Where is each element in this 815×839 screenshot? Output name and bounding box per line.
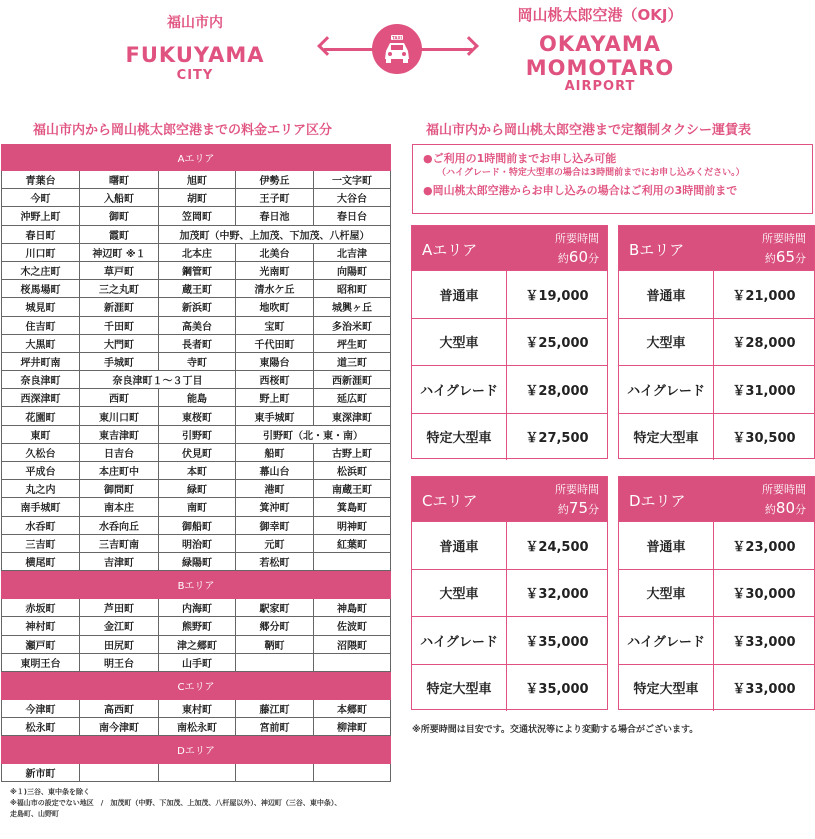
vehicle-type: 普通車: [619, 271, 714, 318]
town-cell: 東深津町: [314, 407, 391, 425]
town-cell: 霞町: [80, 225, 159, 243]
booking-info-1-sub: （ハイグレード・特定大型車の場合は3時間前までにお申し込みください。）: [437, 168, 745, 178]
town-cell: 千田町: [80, 316, 159, 334]
fare-card: [411, 225, 608, 459]
town-cell: 三之丸町: [80, 280, 159, 298]
area-table: [1, 144, 391, 782]
fare-row: [412, 413, 607, 461]
area-header: Aエリア: [2, 145, 391, 171]
town-cell: 駅家町: [236, 599, 314, 617]
fare-card-header: [619, 226, 814, 270]
fare-card: [618, 476, 815, 710]
town-cell: 赤坂町: [2, 599, 80, 617]
arrow-left-icon: [317, 36, 337, 56]
town-cell: 青葉台: [2, 171, 80, 189]
town-cell: 南手城町: [2, 498, 80, 516]
fare-area-name: Aエリア: [422, 241, 478, 259]
vehicle-type: 特定大型車: [619, 414, 714, 461]
area-header: Cエリア: [2, 671, 391, 699]
fare-row: [619, 521, 814, 569]
town-cell: 宮前町: [236, 718, 314, 736]
booking-info-1: ●ご利用の1時間前までお申し込み可能: [423, 152, 617, 165]
table-row: [2, 261, 391, 279]
fare-area-name: Dエリア: [629, 492, 686, 510]
town-cell: [314, 764, 391, 782]
town-cell: 本郷町: [314, 699, 391, 717]
town-cell: 寺町: [159, 352, 236, 370]
footnote: ※福山市の設定でない地区 / 加茂町（中野、下加茂、上加茂、八杆屋以外）、神辺町（三谷、東中条）、: [10, 799, 342, 807]
vehicle-type: ハイグレード: [412, 617, 507, 664]
table-row: [2, 635, 391, 653]
town-cell: 郷分町: [236, 617, 314, 635]
town-cell: 延広町: [314, 389, 391, 407]
town-cell: 引野町: [159, 425, 236, 443]
fare-row: [619, 664, 814, 712]
fare-row: [619, 318, 814, 366]
town-cell: 野上町: [236, 389, 314, 407]
vehicle-type: 特定大型車: [619, 665, 714, 712]
town-cell: 東陽台: [236, 352, 314, 370]
town-cell: 曙町: [80, 171, 159, 189]
town-cell: 坪生町: [314, 334, 391, 352]
town-cell: 春日池: [236, 207, 314, 225]
fare-price: ￥30,500: [732, 431, 796, 447]
travel-time-label: 所要時間: [555, 232, 599, 245]
fare-price: ￥28,000: [732, 336, 796, 352]
town-cell: 南今津町: [80, 718, 159, 736]
fare-price: ￥23,000: [732, 539, 796, 555]
fare-area-name: Cエリア: [422, 492, 478, 510]
destination-en-1: OKAYAMA: [539, 32, 661, 56]
table-row: [2, 764, 391, 782]
town-cell: [314, 552, 391, 570]
town-cell: 東川口町: [80, 407, 159, 425]
fare-price: ￥21,000: [732, 288, 796, 304]
town-cell: 坪井町南: [2, 352, 80, 370]
travel-time-value: [765, 499, 806, 517]
town-cell: 長者町: [159, 334, 236, 352]
town-cell: 北吉津: [314, 243, 391, 261]
fare-price: ￥35,000: [525, 634, 589, 650]
table-row: [2, 352, 391, 370]
town-cell: 三吉町南: [80, 534, 159, 552]
vehicle-type: 普通車: [619, 522, 714, 569]
town-cell: 手城町: [80, 352, 159, 370]
town-cell: 新浜町: [159, 298, 236, 316]
town-cell: 久松台: [2, 443, 80, 461]
fare-row: [619, 616, 814, 664]
town-cell: 古野上町: [314, 443, 391, 461]
town-cell: 東町: [2, 425, 80, 443]
town-cell: 松浜町: [314, 462, 391, 480]
town-cell: [236, 653, 314, 671]
town-cell: 田尻町: [80, 635, 159, 653]
fare-price: ￥25,000: [525, 336, 589, 352]
area-header: Bエリア: [2, 571, 391, 599]
town-cell: 道三町: [314, 352, 391, 370]
town-cell: 沼隈町: [314, 635, 391, 653]
travel-time-value: [765, 248, 806, 266]
town-cell: 蔵王町: [159, 280, 236, 298]
fare-row: [619, 569, 814, 617]
town-cell: 今町: [2, 189, 80, 207]
town-cell: [314, 653, 391, 671]
table-row: [2, 316, 391, 334]
town-cell: 港町: [236, 480, 314, 498]
town-cell: 花園町: [2, 407, 80, 425]
town-cell: 船町: [236, 443, 314, 461]
travel-time-unit: 分: [588, 252, 599, 265]
origin-en-1: FUKUYAMA: [125, 43, 265, 67]
table-row: [2, 534, 391, 552]
booking-info-box: [412, 144, 813, 214]
fare-row: [619, 270, 814, 318]
travel-time-minutes: 60: [568, 248, 588, 266]
fare-price: ￥28,000: [525, 383, 589, 399]
origin-en-2: CITY: [176, 68, 214, 83]
town-cell: 山手町: [159, 653, 236, 671]
travel-time-minutes: 75: [568, 499, 588, 517]
town-cell: 春日台: [314, 207, 391, 225]
travel-time-unit: 分: [795, 503, 806, 516]
travel-time-prefix: 約: [557, 503, 569, 516]
town-cell: [159, 764, 236, 782]
town-cell: 若松町: [236, 552, 314, 570]
table-row: [2, 653, 391, 671]
town-cell: 御問町: [80, 480, 159, 498]
town-cell: 三吉町: [2, 534, 80, 552]
vehicle-type: ハイグレード: [412, 366, 507, 413]
fare-price: ￥27,500: [525, 431, 589, 447]
fare-card-header: [412, 477, 607, 521]
town-cell: 伏見町: [159, 443, 236, 461]
town-cell: 日吉台: [80, 443, 159, 461]
town-cell: 旭町: [159, 171, 236, 189]
town-cell: 沖野上町: [2, 207, 80, 225]
vehicle-type: 普通車: [412, 522, 507, 569]
town-cell: 城興ヶ丘: [314, 298, 391, 316]
fare-row: [412, 270, 607, 318]
fare-price: ￥30,000: [732, 587, 796, 603]
travel-time-unit: 分: [588, 503, 599, 516]
town-cell: 西新涯町: [314, 371, 391, 389]
town-cell: 御幸町: [236, 516, 314, 534]
arrow-right-icon: [459, 36, 479, 56]
town-cell: 本庄町中: [80, 462, 159, 480]
town-cell: 鞆町: [236, 635, 314, 653]
area-header-row: [2, 671, 391, 699]
town-cell: 神村町: [2, 617, 80, 635]
town-cell: 東村町: [159, 699, 236, 717]
town-cell: 明神町: [314, 516, 391, 534]
travel-time-value: [558, 499, 599, 517]
destination-en-3: AIRPORT: [564, 79, 636, 94]
vehicle-type: 大型車: [619, 319, 714, 366]
travel-time-minutes: 80: [775, 499, 795, 517]
town-cell: 大黒町: [2, 334, 80, 352]
travel-time-label: 所要時間: [762, 483, 806, 496]
town-cell: 木之庄町: [2, 261, 80, 279]
fare-row: [412, 664, 607, 712]
town-cell: 昭和町: [314, 280, 391, 298]
town-cell: 緑町: [159, 480, 236, 498]
vehicle-type: 大型車: [412, 570, 507, 617]
origin-jp: 福山市内: [167, 15, 223, 31]
travel-time-prefix: 約: [557, 252, 569, 265]
area-header-row: [2, 571, 391, 599]
town-cell: 西桜町: [236, 371, 314, 389]
table-row: [2, 243, 391, 261]
town-cell: 東明王台: [2, 653, 80, 671]
town-cell: 入船町: [80, 189, 159, 207]
town-cell: 佐波町: [314, 617, 391, 635]
town-cell: 水呑向丘: [80, 516, 159, 534]
footnote: 走島町、山野町: [10, 810, 59, 818]
fare-price: ￥24,500: [525, 539, 589, 555]
town-cell: 平成台: [2, 462, 80, 480]
town-cell: 高西町: [80, 699, 159, 717]
town-cell: 水呑町: [2, 516, 80, 534]
town-cell: 明治町: [159, 534, 236, 552]
area-table-title: 福山市内から岡山桃太郎空港までの料金エリア区分: [33, 123, 333, 138]
vehicle-type: 特定大型車: [412, 665, 507, 712]
vehicle-type: 特定大型車: [412, 414, 507, 461]
town-cell: 西町: [80, 389, 159, 407]
town-cell: 一文字町: [314, 171, 391, 189]
town-cell: 丸之内: [2, 480, 80, 498]
table-row: [2, 171, 391, 189]
town-cell: 宝町: [236, 316, 314, 334]
town-cell: 神辺町 ※１: [80, 243, 159, 261]
town-cell: 向陽町: [314, 261, 391, 279]
town-cell: 柳津町: [314, 718, 391, 736]
town-cell: 千代田町: [236, 334, 314, 352]
town-cell: 西深津町: [2, 389, 80, 407]
town-cell: 御船町: [159, 516, 236, 534]
travel-time-prefix: 約: [764, 252, 776, 265]
fare-row: [412, 365, 607, 413]
town-cell: 鋼管町: [159, 261, 236, 279]
town-cell: 引野町（北・東・南）: [236, 425, 391, 443]
fare-row: [412, 616, 607, 664]
town-cell: 紅葉町: [314, 534, 391, 552]
town-cell: [236, 764, 314, 782]
fare-row: [412, 569, 607, 617]
town-cell: 大谷台: [314, 189, 391, 207]
town-cell: 緑陽町: [159, 552, 236, 570]
table-row: [2, 280, 391, 298]
town-cell: 草戸町: [80, 261, 159, 279]
town-cell: 東桜町: [159, 407, 236, 425]
fare-price: ￥33,000: [732, 682, 796, 698]
table-row: [2, 498, 391, 516]
vehicle-type: ハイグレード: [619, 617, 714, 664]
fare-card: [411, 476, 608, 710]
travel-time-minutes: 65: [775, 248, 795, 266]
taxi-icon: [372, 24, 422, 74]
table-row: [2, 207, 391, 225]
table-row: [2, 189, 391, 207]
table-row: [2, 462, 391, 480]
fare-row: [619, 365, 814, 413]
town-cell: 今津町: [2, 699, 80, 717]
town-cell: 大門町: [80, 334, 159, 352]
town-cell: 桜馬場町: [2, 280, 80, 298]
table-row: [2, 407, 391, 425]
town-cell: 芦田町: [80, 599, 159, 617]
area-header-row: [2, 145, 391, 171]
fare-card: [618, 225, 815, 459]
town-cell: 川口町: [2, 243, 80, 261]
destination-jp: 岡山桃太郎空港（OKJ）: [517, 6, 683, 24]
town-cell: 春日町: [2, 225, 80, 243]
travel-time-unit: 分: [795, 252, 806, 265]
town-cell: 伊勢丘: [236, 171, 314, 189]
town-cell: 城見町: [2, 298, 80, 316]
table-row: [2, 599, 391, 617]
footnote: ※１)三谷、東中条を除く: [10, 788, 91, 796]
town-cell: 地吹町: [236, 298, 314, 316]
town-cell: 箕島町: [314, 498, 391, 516]
town-cell: 内海町: [159, 599, 236, 617]
town-cell: 南蔵王町: [314, 480, 391, 498]
town-cell: 東手城町: [236, 407, 314, 425]
fare-note: ※所要時間は目安です。交通状況等により変動する場合がございます。: [412, 725, 699, 735]
town-cell: 奈良津町１～３丁目: [80, 371, 236, 389]
town-cell: 光南町: [236, 261, 314, 279]
town-cell: 胡町: [159, 189, 236, 207]
travel-time-label: 所要時間: [762, 232, 806, 245]
travel-time-value: [558, 248, 599, 266]
town-cell: 奈良津町: [2, 371, 80, 389]
town-cell: 金江町: [80, 617, 159, 635]
town-cell: 明王台: [80, 653, 159, 671]
town-cell: 住吉町: [2, 316, 80, 334]
table-row: [2, 298, 391, 316]
table-row: [2, 389, 391, 407]
town-cell: 南松永町: [159, 718, 236, 736]
town-cell: 加茂町（中野、上加茂、下加茂、八杆屋）: [159, 225, 391, 243]
town-cell: 王子町: [236, 189, 314, 207]
route-arrow: [318, 24, 478, 74]
table-row: [2, 225, 391, 243]
town-cell: 新涯町: [80, 298, 159, 316]
town-cell: 幕山台: [236, 462, 314, 480]
town-cell: 清水ケ丘: [236, 280, 314, 298]
fare-table-title: 福山市内から岡山桃太郎空港まで定額制タクシー運賃表: [426, 123, 752, 138]
fare-price: ￥32,000: [525, 587, 589, 603]
town-cell: 南町: [159, 498, 236, 516]
table-row: [2, 334, 391, 352]
travel-time-label: 所要時間: [555, 483, 599, 496]
town-cell: 多治米町: [314, 316, 391, 334]
town-cell: 本町: [159, 462, 236, 480]
town-cell: 吉津町: [80, 552, 159, 570]
booking-info-2: ●岡山桃太郎空港からお申し込みの場合はご利用の3時間前まで: [423, 184, 738, 197]
town-cell: 箕沖町: [236, 498, 314, 516]
fare-row: [619, 413, 814, 461]
town-cell: 笠岡町: [159, 207, 236, 225]
fare-price: ￥19,000: [525, 288, 589, 304]
taxi-sign-text: TAXI: [391, 35, 403, 41]
area-header-row: [2, 736, 391, 764]
town-cell: 横尾町: [2, 552, 80, 570]
town-cell: 御町: [80, 207, 159, 225]
fare-card-header: [412, 226, 607, 270]
town-cell: 神島町: [314, 599, 391, 617]
town-cell: 熊野町: [159, 617, 236, 635]
town-cell: 元町: [236, 534, 314, 552]
table-row: [2, 617, 391, 635]
town-cell: 北美台: [236, 243, 314, 261]
town-cell: 松永町: [2, 718, 80, 736]
destination-en-2: MOMOTARO: [525, 56, 675, 80]
town-cell: 高美台: [159, 316, 236, 334]
town-cell: 津之郷町: [159, 635, 236, 653]
vehicle-type: 大型車: [619, 570, 714, 617]
town-cell: 新市町: [2, 764, 80, 782]
town-cell: 瀬戸町: [2, 635, 80, 653]
vehicle-type: 大型車: [412, 319, 507, 366]
vehicle-type: ハイグレード: [619, 366, 714, 413]
table-row: [2, 516, 391, 534]
table-row: [2, 443, 391, 461]
fare-row: [412, 521, 607, 569]
fare-row: [412, 318, 607, 366]
vehicle-type: 普通車: [412, 271, 507, 318]
table-row: [2, 480, 391, 498]
fare-price: ￥33,000: [732, 634, 796, 650]
town-cell: 東吉津町: [80, 425, 159, 443]
town-cell: 能島: [159, 389, 236, 407]
destination-label: [500, 4, 700, 94]
fare-price: ￥31,000: [732, 383, 796, 399]
area-header: Dエリア: [2, 736, 391, 764]
fare-card-header: [619, 477, 814, 521]
table-row: [2, 699, 391, 717]
table-row: [2, 371, 391, 389]
town-cell: 藤江町: [236, 699, 314, 717]
town-cell: 北本庄: [159, 243, 236, 261]
table-row: [2, 425, 391, 443]
fare-area-name: Bエリア: [629, 241, 685, 259]
fare-price: ￥35,000: [525, 682, 589, 698]
origin-label: [95, 12, 295, 83]
town-cell: [80, 764, 159, 782]
table-row: [2, 552, 391, 570]
travel-time-prefix: 約: [764, 503, 776, 516]
town-cell: 南本庄: [80, 498, 159, 516]
table-row: [2, 718, 391, 736]
